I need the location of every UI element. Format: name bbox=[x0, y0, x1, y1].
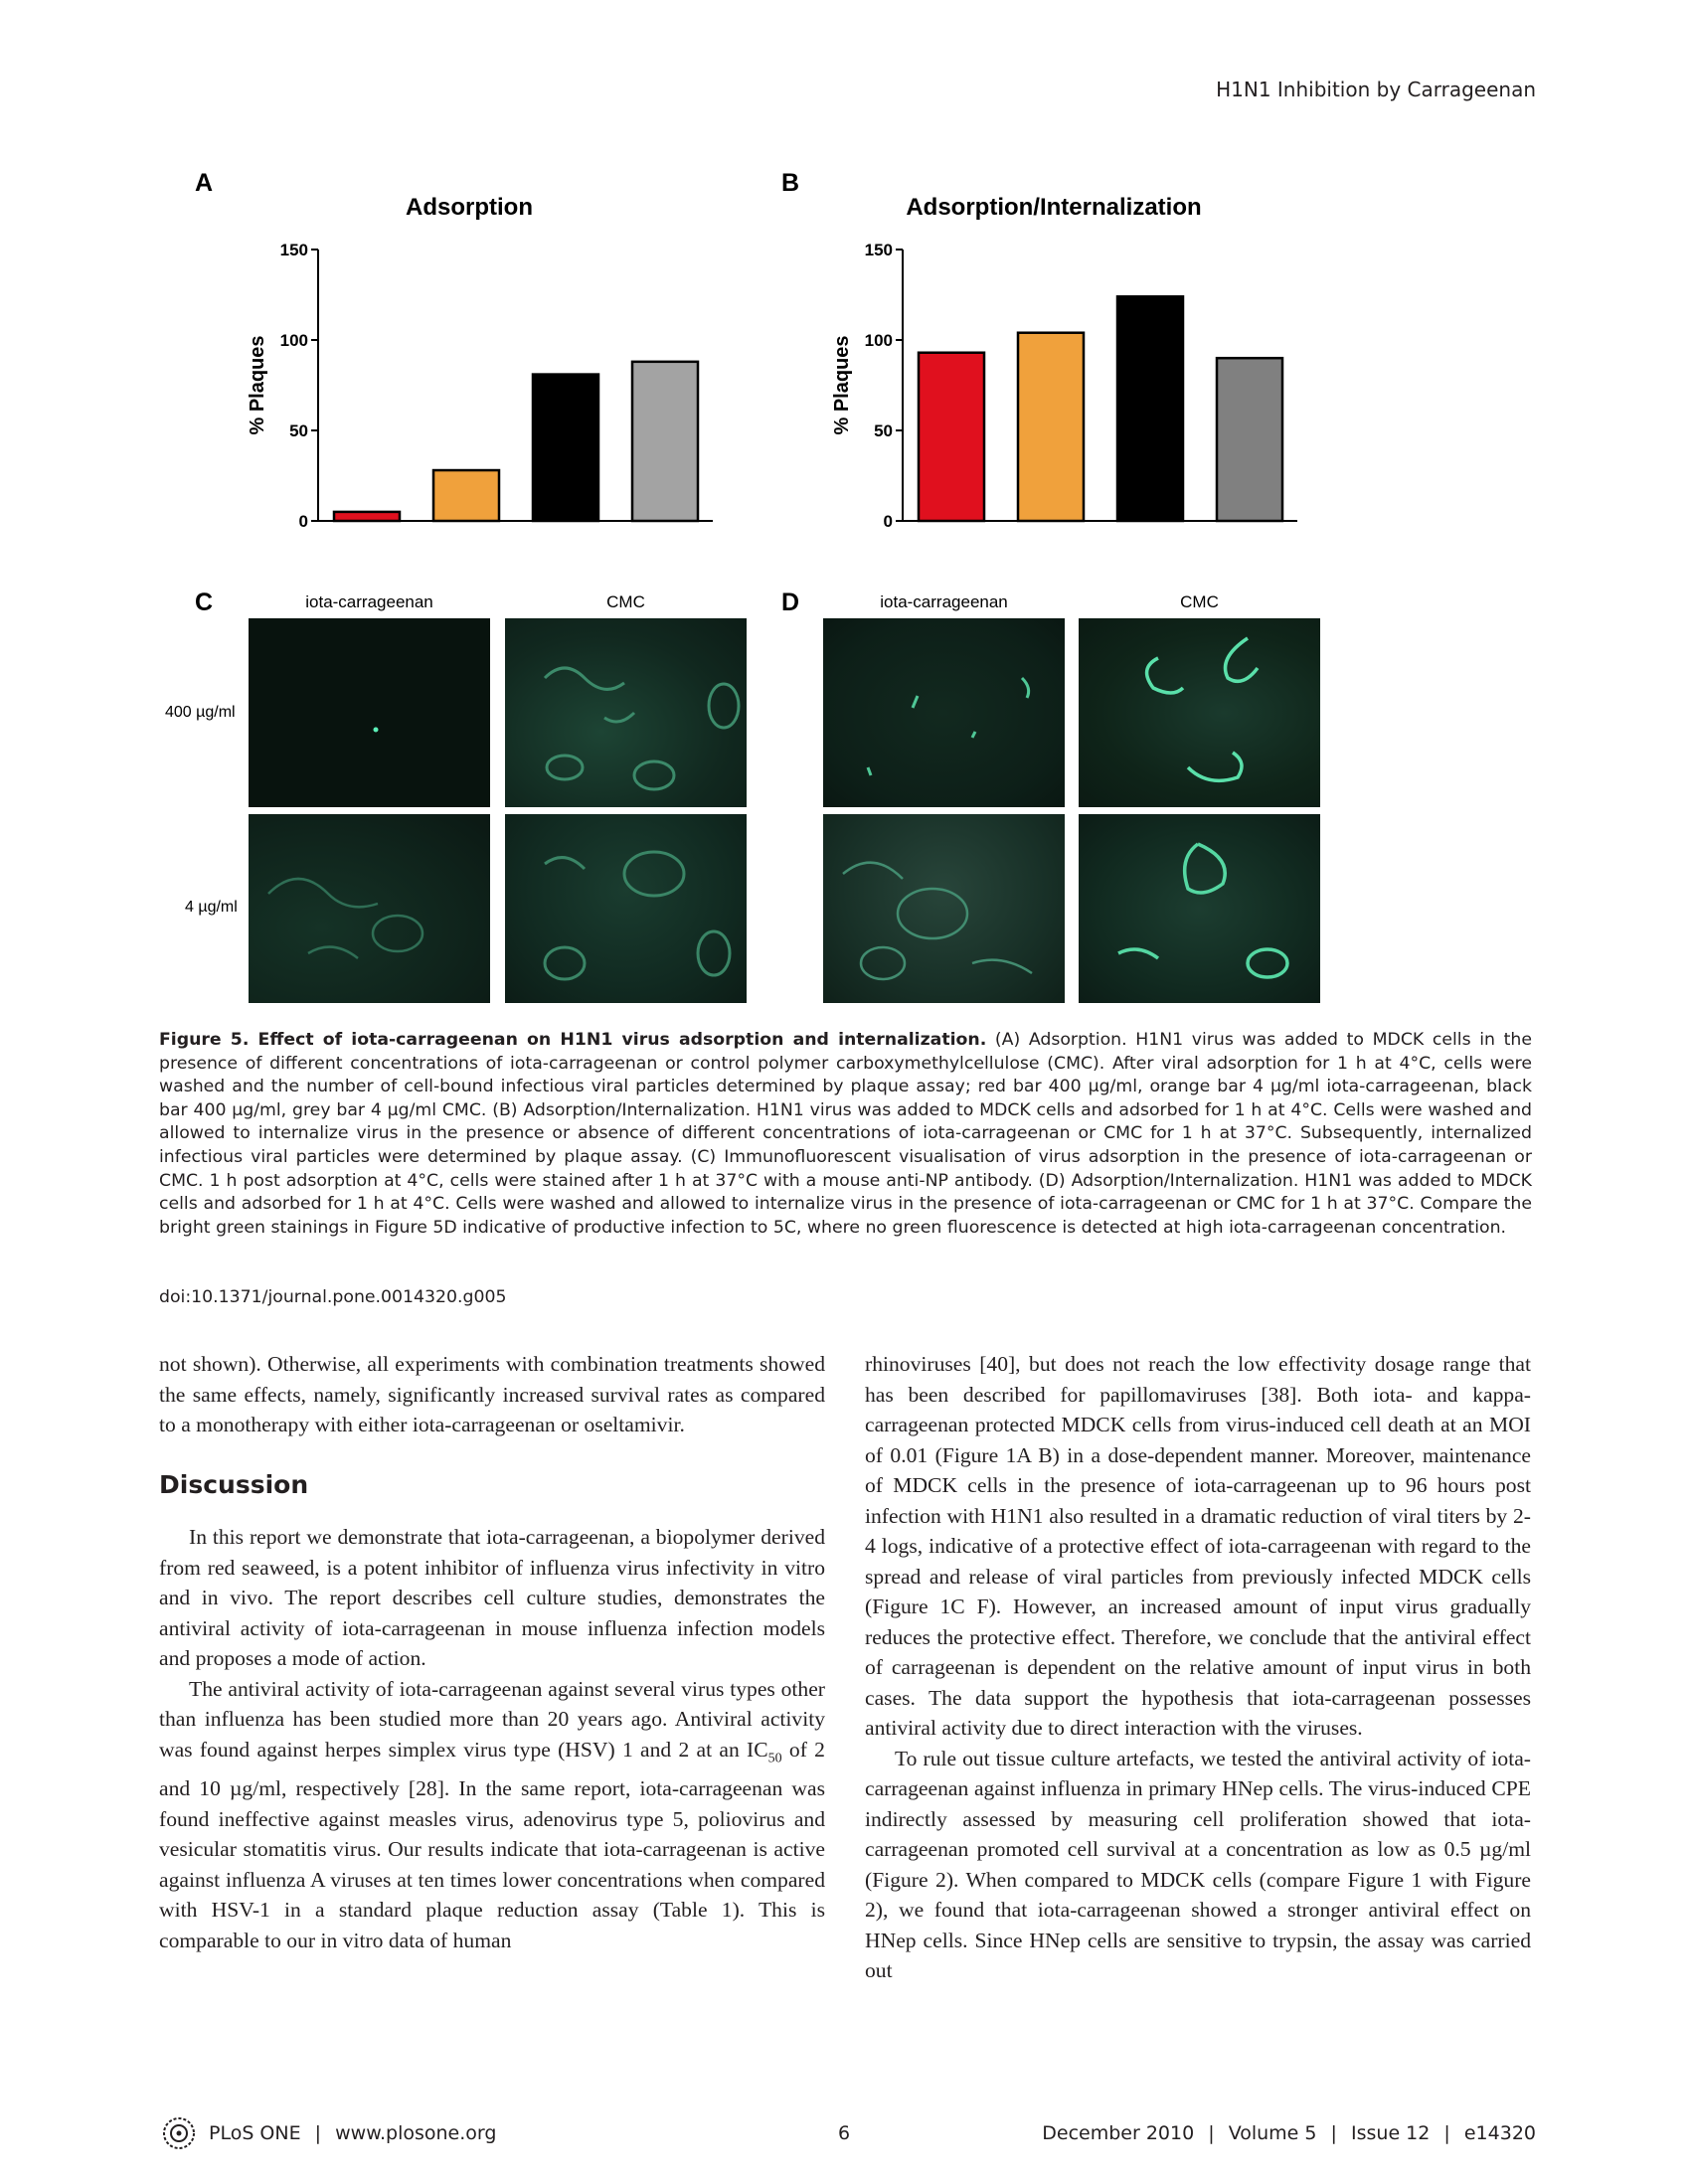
journal-name: PLoS ONE bbox=[209, 2122, 301, 2144]
bar-4 bbox=[1217, 358, 1282, 521]
column-label-c-iota: iota-carrageenan bbox=[305, 592, 433, 611]
panel-label-d: D bbox=[781, 588, 800, 616]
column-label-c-cmc: CMC bbox=[606, 592, 645, 611]
bar-1 bbox=[334, 512, 400, 521]
y-tick-label: 150 bbox=[279, 241, 308, 259]
micrograph-d-cmc-4 bbox=[1079, 814, 1320, 1003]
footer-separator: | bbox=[1208, 2122, 1215, 2144]
adsorption-internalization-bar-chart bbox=[813, 184, 1310, 542]
caption-text: (A) Adsorption. H1N1 virus was added to MDCK cells in the presence of different concentrations of iota-carrageenan or control polymer carboxymethylcellulose (CMC). After viral adsorption for 1 h at 4°C, cells were washed and the number of cell-bound infectious viral particles determined by plaque assay; red bar 400 µg/ml, orange bar 4 µg/ml iota-carrageenan, black bar 400 µg/ml, grey bar 4 µg/ml CMC. (B) Adsorption/Internalization. H1N1 virus was added to MDCK cells and adsorbed for 1 h at 4°C. Cells were washed and allowed to internalize virus in the presence or absence of different concentrations of iota-carrageenan or CMC for 1 h at 37°C. Subsequently, internalized infectious viral particles were determined by plaque assay. (C) Immunofluorescent visualisation of virus adsorption in the presence of iota-carrageenan or CMC. 1 h post adsorption at 4°C, cells were stained after 1 h at 37°C with a mouse anti-NP antibody. (D) Adsorption/Internalization. H1N1 was added to MDCK cells and adsorbed for 1 h at 4°C. Cells were washed and allowed to internalize virus in the presence of iota-carrageenan or CMC for 1 h at 37°C. Compare the bright green stainings in Figure 5D indicative of productive infection to 5C, where no green fluorescence is detected at high iota-carrageenan concentration. bbox=[159, 1030, 1532, 1238]
y-tick-label: 100 bbox=[279, 331, 308, 350]
micrograph-c-cmc-4 bbox=[505, 814, 747, 1003]
plos-logo-icon bbox=[161, 2115, 197, 2151]
text-run: of 2 and 10 µg/ml, respectively [28]. In the same report, iota-carrageenan was found ineffective against measles virus, adenovirus type 5, poliovirus and vesicular stomatitis virus. Our results indicate that iota-carrageenan is active against influenza A viruses at ten times lower concentrations when compared with HSV-1 in a standard plaque reduction assay (Table 1). This is comparable to our in vitro data of human bbox=[159, 1737, 825, 1952]
y-tick-label: 150 bbox=[864, 241, 893, 259]
running-title: H1N1 Inhibition by Carrageenan bbox=[1216, 78, 1536, 101]
section-heading-discussion: Discussion bbox=[159, 1469, 309, 1499]
issue-date: December 2010 bbox=[1042, 2122, 1195, 2144]
paragraph bbox=[159, 1674, 825, 1956]
y-axis-label: % Plaques bbox=[831, 335, 853, 435]
paragraph: In this report we demonstrate that iota-carrageenan, a biopolymer derived from red seaweed, is a potent inhibitor of influenza virus infectivity in vitro and in vivo. The report describes cell culture studies, demonstrates the antiviral activity of iota-carrageenan in mouse influenza infection models and proposes a mode of action. bbox=[159, 1525, 825, 1670]
chart-title: Adsorption/Internalization bbox=[906, 194, 1202, 221]
row-label-400: 400 µg/ml bbox=[165, 704, 236, 721]
footer-separator: | bbox=[1443, 2122, 1450, 2144]
text-run: The antiviral activity of iota-carrageenan against several virus types other than influenza has been studied more than 20 years ago. Antiviral activity was found against herpes simplex virus type (HSV) 1 and 2 at an IC bbox=[159, 1676, 825, 1762]
figure-caption bbox=[159, 1029, 1532, 1240]
issue: Issue 12 bbox=[1351, 2122, 1431, 2144]
figure-doi: doi:10.1371/journal.pone.0014320.g005 bbox=[159, 1287, 507, 1307]
paragraph: To rule out tissue culture artefacts, we tested the antiviral activity of iota-carrageenan against influenza in primary HNep cells. The virus-induced CPE indirectly assessed by measuring cell proliferation showed that iota-carrageenan promoted cell survival at a concentration as low as 0.5 µg/ml (Figure 2). When compared to MDCK cells (compare Figure 1 with Figure 2), we found that iota-carrageenan showed a stronger antiviral effect on HNep cells. Since HNep cells are sensitive to trypsin, the assay was carried out bbox=[865, 1746, 1531, 1982]
body-column-left bbox=[159, 1349, 825, 1955]
bar-3 bbox=[533, 375, 598, 521]
journal-url[interactable]: www.plosone.org bbox=[335, 2122, 497, 2144]
panel-label-b: B bbox=[781, 169, 800, 197]
footer-separator: | bbox=[1330, 2122, 1337, 2144]
chart-title: Adsorption bbox=[406, 194, 533, 221]
micrograph-d-iota-4 bbox=[823, 814, 1065, 1003]
y-tick-label: 50 bbox=[874, 421, 893, 440]
subscript: 50 bbox=[767, 1750, 782, 1765]
y-tick-label: 0 bbox=[883, 512, 893, 531]
panel-label-c: C bbox=[195, 588, 214, 616]
paragraph: rhinoviruses [40], but does not reach the low effectivity dosage range that has been described for papillomaviruses [38]. Both iota- and kappa-carrageenan protected MDCK cells from virus-induced cell death at an MOI of 0.01 (Figure 1A B) in a dose-dependent manner. Moreover, maintenance of MDCK cells in the presence of iota-carrageenan up to 96 hours post infection with H1N1 also resulted in a dramatic reduction of viral titers by 2-4 logs, indicative of a protective effect of iota-carrageenan with regard to the spread and release of viral particles from previously infected MDCK cells (Figure 1C F). However, an increased amount of input virus gradually reduces the protective effect. Therefore, we conclude that the antiviral effect of carrageenan is dependent on the relative amount of input virus in both cases. The data support the hypothesis that iota-carrageenan possesses antiviral activity due to direct interaction with the viruses. bbox=[865, 1352, 1531, 1740]
y-tick-label: 0 bbox=[298, 512, 308, 531]
micrograph-d-iota-400 bbox=[823, 618, 1065, 807]
column-label-d-cmc: CMC bbox=[1180, 592, 1219, 611]
adsorption-bar-chart bbox=[229, 184, 726, 542]
bar-2 bbox=[1018, 333, 1084, 521]
footer-left bbox=[209, 2122, 496, 2144]
volume: Volume 5 bbox=[1228, 2122, 1317, 2144]
micrograph-c-iota-4 bbox=[249, 814, 490, 1003]
panel-label-a: A bbox=[195, 169, 214, 197]
page-number: 6 bbox=[838, 2122, 851, 2144]
micrograph-d-cmc-400 bbox=[1079, 618, 1320, 807]
micrograph-c-iota-400 bbox=[249, 618, 490, 807]
bar-4 bbox=[632, 362, 698, 521]
footer-right bbox=[1042, 2122, 1536, 2144]
row-label-4: 4 µg/ml bbox=[185, 899, 238, 916]
bar-1 bbox=[919, 353, 984, 521]
caption-label: Figure 5. Effect of iota-carrageenan on H1N1 virus adsorption and internalization. bbox=[159, 1030, 987, 1050]
article-id: e14320 bbox=[1463, 2122, 1536, 2144]
bar-3 bbox=[1117, 296, 1183, 521]
body-column-right bbox=[865, 1349, 1531, 1986]
y-tick-label: 100 bbox=[864, 331, 893, 350]
paragraph: not shown). Otherwise, all experiments with combination treatments showed the same effects, namely, significantly increased survival rates as compared to a monotherapy with either iota-carrageenan or oseltamivir. bbox=[159, 1352, 825, 1436]
column-label-d-iota: iota-carrageenan bbox=[880, 592, 1008, 611]
footer-separator: | bbox=[314, 2122, 322, 2144]
bar-2 bbox=[433, 470, 499, 521]
micrograph-c-cmc-400 bbox=[505, 618, 747, 807]
y-tick-label: 50 bbox=[289, 421, 308, 440]
y-axis-label: % Plaques bbox=[247, 335, 268, 435]
